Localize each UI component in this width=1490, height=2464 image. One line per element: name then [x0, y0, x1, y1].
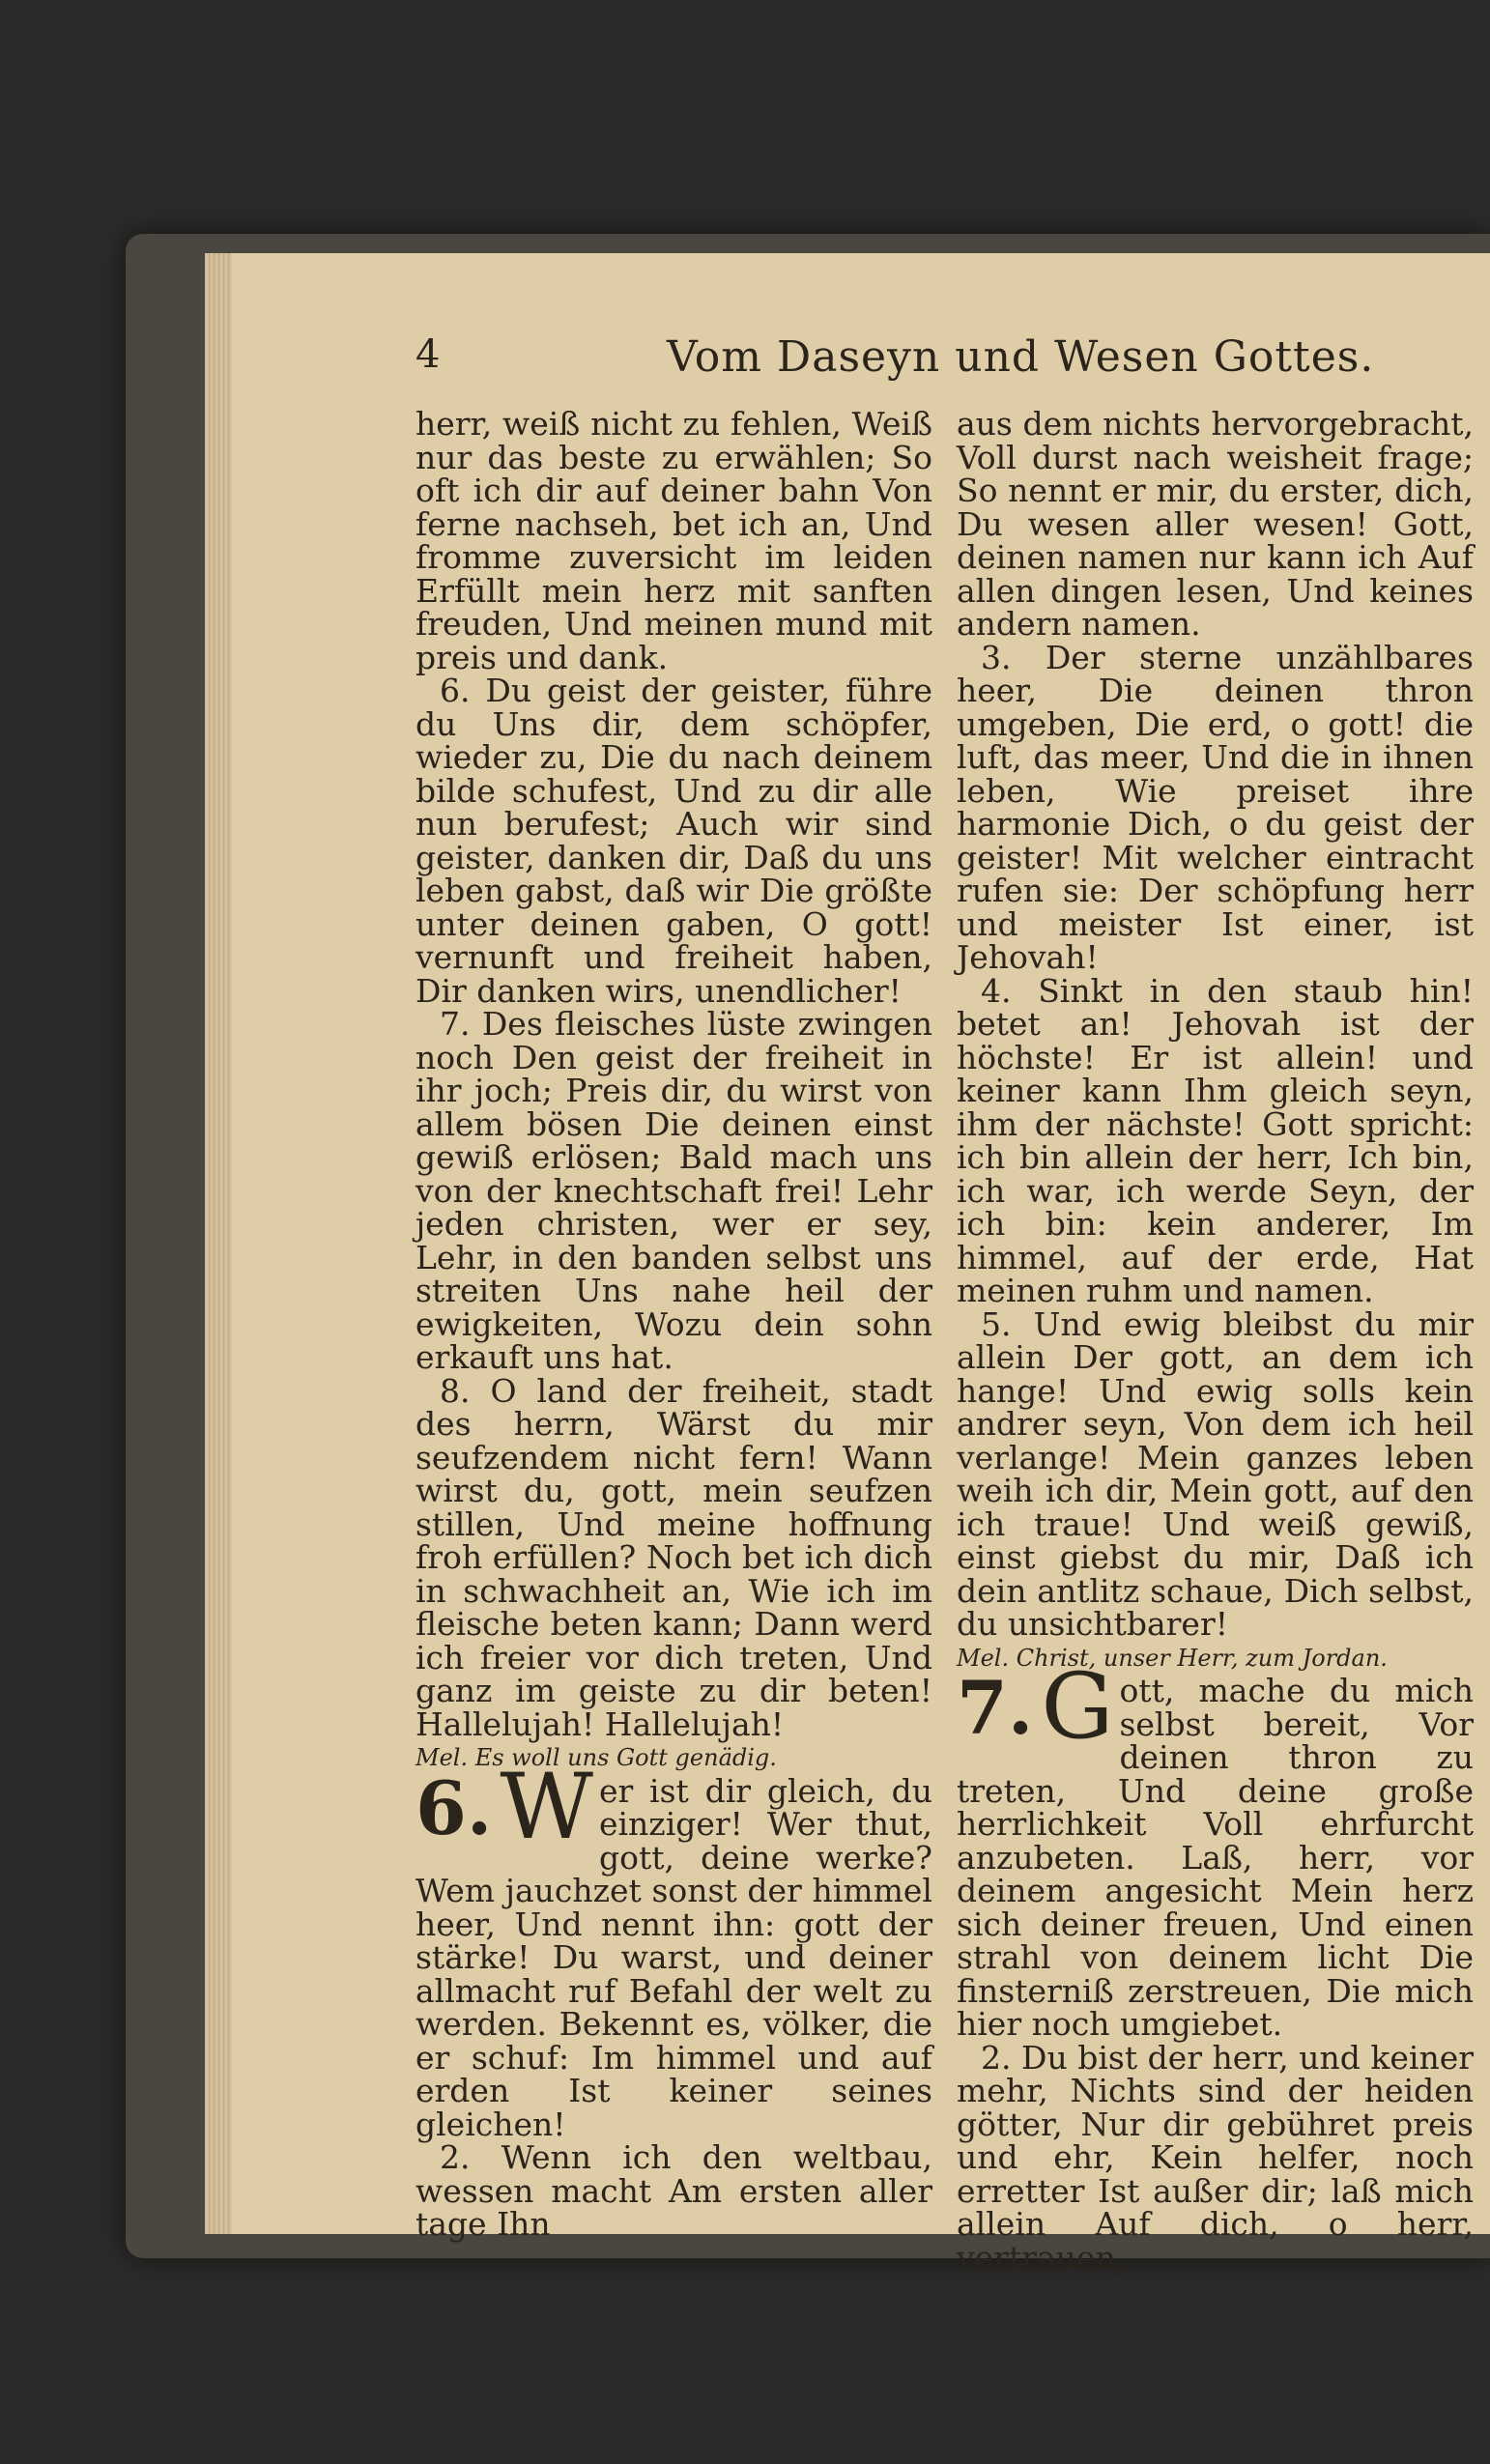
hymn-6-text: er ist dir gleich, du einziger! Wer thut, gott, deine werke? Wem jauchzet sonst der himmel heer, Und nennt ihn: gott der stärke! Du warst, und deiner allmacht ruf Befahl der welt zu werden. Bekennt es, völker, die er schuf: Im himmel und auf erden Ist keiner seines gleichen! [415, 1771, 932, 2143]
melody-line-hymn-6: Mel. Es woll uns Gott genädig. [415, 1744, 777, 1771]
hymn-7-number: 7. [957, 1665, 1034, 1751]
left-column [415, 405, 932, 2243]
right-column [957, 405, 1474, 2277]
melody-line-hymn-7: Mel. Christ, unser Herr, zum Jordan. [957, 1644, 1388, 1672]
left-para-3: 7. Des fleisches lüste zwingen noch Den geist der freiheit in ihr joch; Preis dir, du wirst von allem bösen Die deinen einst gewiß erlösen; Bald mach uns von der knechtschaft frei! Lehr jeden christen, wer er sey, Lehr, in den banden selbst uns streiten Uns nahe heil der ewigkeiten, Wozu dein sohn erkauft uns hat. [415, 1005, 932, 1376]
left-para-4: 8. O land der freiheit, stadt des herrn, Wärst du mir seufzendem nicht fern! Wann wirst du, gott, mein seufzen stillen, Und meine hoffnung froh erfüllen? Noch bet ich dich in schwachheit an, Wie ich im fleische beten kann; Dann werd ich freier vor dich treten, Und ganz im geiste zu dir beten! Hallelujah! Hallelujah! [415, 1371, 932, 1743]
right-para-2: 3. Der sterne unzählbares heer, Die deinen thron umgeben, Die erd, o gott! die luft, das meer, Und die in ihnen leben, Wie preiset ihre harmonie Dich, o du geist der geister! Mit welcher eintracht rufen sie: Der schöpfung herr und meister Ist einer, ist Jehovah! [957, 638, 1474, 976]
hymn-6-dropcap: W [500, 1754, 593, 1860]
hymn-6-verse-2: 2. Wenn ich den weltbau, wessen macht Am ersten aller tage Ihn [415, 2138, 932, 2243]
left-para-2: 6. Du geist der geister, führe du Uns dir, dem schöpfer, wieder zu, Die du nach deinem bilde schufest, Und zu dir alle nun berufest; Auch wir sind geister, danken dir, Daß du uns leben gabst, daß wir Die größte unter deinen gaben, O gott! vernunft und freiheit haben, Dir danken wirs, unendlicher! [415, 672, 932, 1010]
book-page [232, 253, 1490, 2277]
page-number: 4 [415, 332, 441, 377]
right-para-3: 4. Sinkt in den staub hin! betet an! Jehovah ist der höchste! Er ist allein! und keiner kann Ihm gleich seyn, ihm der nächste! Gott spricht: ich bin allein der herr, Ich bin, ich war, ich werde Seyn, der ich bin: kein anderer, Im himmel, auf der erde, Hat meinen ruhm und namen. [957, 971, 1474, 1309]
hymn-6-number: 6. [415, 1764, 493, 1851]
left-para-1: herr, weiß nicht zu fehlen, Weiß nur das beste zu erwählen; So oft ich dir auf deiner bahn Von ferne nachseh, bet ich an, Und fromme zuversicht im leiden Erfüllt mein herz mit sanften freuden, Und meinen mund mit preis und dank. [415, 405, 932, 676]
right-para-4: 5. Und ewig bleibst du mir allein Der gott, an dem ich hange! Und ewig solls kein andrer seyn, Von dem ich heil verlange! Mein ganzes leben weih ich dir, Mein gott, auf den ich traue! Und weiß gewiß, einst giebst du mir, Daß ich dein antlitz schaue, Dich selbst, du unsichtbarer! [957, 1304, 1474, 1643]
running-title: Vom Daseyn und Wesen Gottes. [667, 332, 1375, 382]
hymn-7-verse-2: 2. Du bist der herr, und keiner mehr, Nichts sind der heiden götter, Nur dir gebühret preis und ehr, Kein helfer, noch erretter Ist außer dir; laß mich allein Auf dich, o herr, vertrauen, [957, 2038, 1474, 2277]
hymn-7-dropcap: G [1041, 1654, 1114, 1760]
right-para-1: aus dem nichts hervorgebracht, Voll durst nach weisheit frage; So nennt er mir, du erster, dich, Du wesen aller wesen! Gott, deinen namen nur kann ich Auf allen dingen lesen, Und keines andern namen. [957, 405, 1474, 643]
hymn-7-text: ott, mache du mich selbst bereit, Vor deinen thron zu treten, Und deine große herrlichkeit Voll ehrfurcht anzubeten. Laß, herr, vor deinem angesicht Mein herz sich deiner freuen, Und einen strahl von deinem licht Die finsterniß zerstreuen, Die mich hier noch umgiebet. [957, 1672, 1474, 2043]
